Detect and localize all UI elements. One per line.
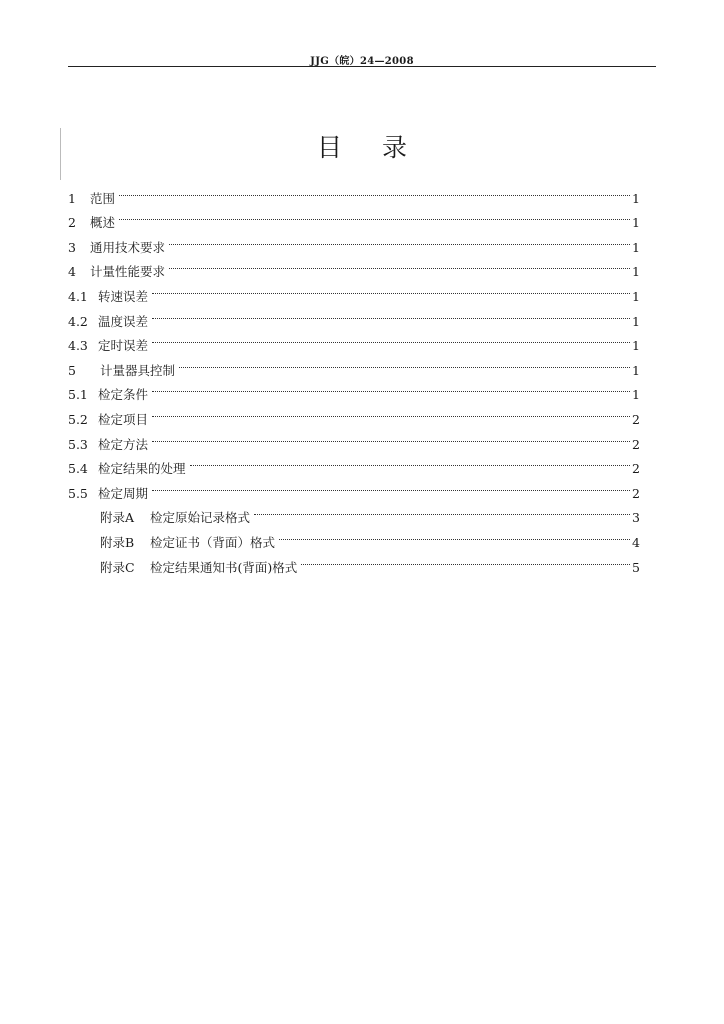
toc-page: 1 — [632, 362, 640, 378]
toc-leader — [190, 449, 630, 474]
toc-number: 5.1 — [68, 387, 88, 403]
toc-page: 1 — [632, 239, 640, 255]
toc-page: 2 — [632, 485, 640, 501]
toc-leader — [152, 375, 630, 400]
toc-entry-4-2[interactable] — [68, 301, 640, 329]
toc-title: 温度误差 — [98, 313, 149, 329]
toc-number: 4.1 — [68, 288, 88, 304]
toc-leader — [179, 350, 630, 375]
toc-page: 1 — [632, 313, 640, 329]
toc-page: 5 — [632, 559, 640, 575]
toc-title: 检定项目 — [98, 411, 149, 427]
toc-page: 1 — [632, 338, 640, 354]
toc-leader — [279, 522, 630, 547]
toc-title: 检定证书（背面）格式 — [150, 534, 276, 550]
page-title: 目录 — [316, 133, 447, 162]
toc-entry-4-3[interactable] — [68, 326, 640, 354]
toc-number: 5.2 — [68, 411, 88, 427]
toc-entry-appendix-a[interactable] — [68, 498, 640, 526]
toc-number: 5 — [68, 362, 76, 378]
toc-title: 检定周期 — [98, 485, 149, 501]
toc-title: 检定结果的处理 — [98, 461, 186, 477]
toc-entry-2[interactable] — [68, 203, 640, 231]
table-of-contents — [68, 178, 640, 575]
toc-page: 2 — [632, 461, 640, 477]
toc-entry-5-2[interactable] — [68, 399, 640, 427]
toc-leader — [119, 178, 630, 203]
toc-number: 附录A — [100, 510, 135, 526]
toc-title: 定时误差 — [98, 338, 149, 354]
header-rule — [68, 66, 656, 67]
toc-page: 2 — [632, 436, 640, 452]
toc-leader — [152, 276, 630, 301]
toc-entry-3[interactable] — [68, 227, 640, 255]
toc-number: 5.4 — [68, 461, 88, 477]
document-code: JJG（皖）24—2008 — [310, 56, 414, 67]
toc-leader — [152, 424, 630, 449]
toc-entry-5[interactable] — [68, 350, 640, 378]
toc-number: 4.3 — [68, 338, 88, 354]
toc-page: 3 — [632, 510, 640, 526]
toc-number: 2 — [68, 215, 76, 231]
toc-entry-1[interactable] — [68, 178, 640, 206]
toc-title: 检定条件 — [98, 387, 149, 403]
toc-title: 计量器具控制 — [100, 362, 176, 378]
toc-title: 检定方法 — [98, 436, 149, 452]
toc-title: 检定结果通知书(背面)格式 — [150, 559, 298, 575]
toc-number: 5.5 — [68, 485, 88, 501]
toc-leader — [301, 547, 630, 572]
toc-leader — [152, 326, 630, 351]
toc-page: 1 — [632, 288, 640, 304]
toc-entry-5-1[interactable] — [68, 375, 640, 403]
toc-leader — [254, 498, 630, 523]
toc-page: 1 — [632, 215, 640, 231]
toc-entry-5-5[interactable] — [68, 473, 640, 501]
toc-number: 5.3 — [68, 436, 88, 452]
toc-title: 概述 — [90, 215, 116, 231]
toc-number: 附录B — [100, 534, 135, 550]
toc-page: 4 — [632, 534, 640, 550]
toc-leader — [169, 227, 630, 252]
toc-number: 4 — [68, 264, 76, 280]
toc-title: 范围 — [90, 190, 116, 206]
toc-entry-4-1[interactable] — [68, 276, 640, 304]
toc-entry-5-3[interactable] — [68, 424, 640, 452]
toc-entry-5-4[interactable] — [68, 449, 640, 477]
toc-number: 3 — [68, 239, 76, 255]
toc-leader — [119, 203, 630, 228]
toc-page: 1 — [632, 387, 640, 403]
toc-leader — [169, 252, 630, 277]
toc-title: 检定原始记录格式 — [150, 510, 251, 526]
toc-leader — [152, 301, 630, 326]
toc-title: 通用技术要求 — [90, 239, 166, 255]
toc-page: 1 — [632, 264, 640, 280]
toc-number: 附录C — [100, 559, 135, 575]
toc-page: 1 — [632, 190, 640, 206]
toc-title: 计量性能要求 — [90, 264, 166, 280]
toc-leader — [152, 473, 630, 498]
toc-title: 转速误差 — [98, 288, 149, 304]
toc-number: 4.2 — [68, 313, 88, 329]
toc-page: 2 — [632, 411, 640, 427]
toc-leader — [152, 399, 630, 424]
toc-number: 1 — [68, 190, 76, 206]
